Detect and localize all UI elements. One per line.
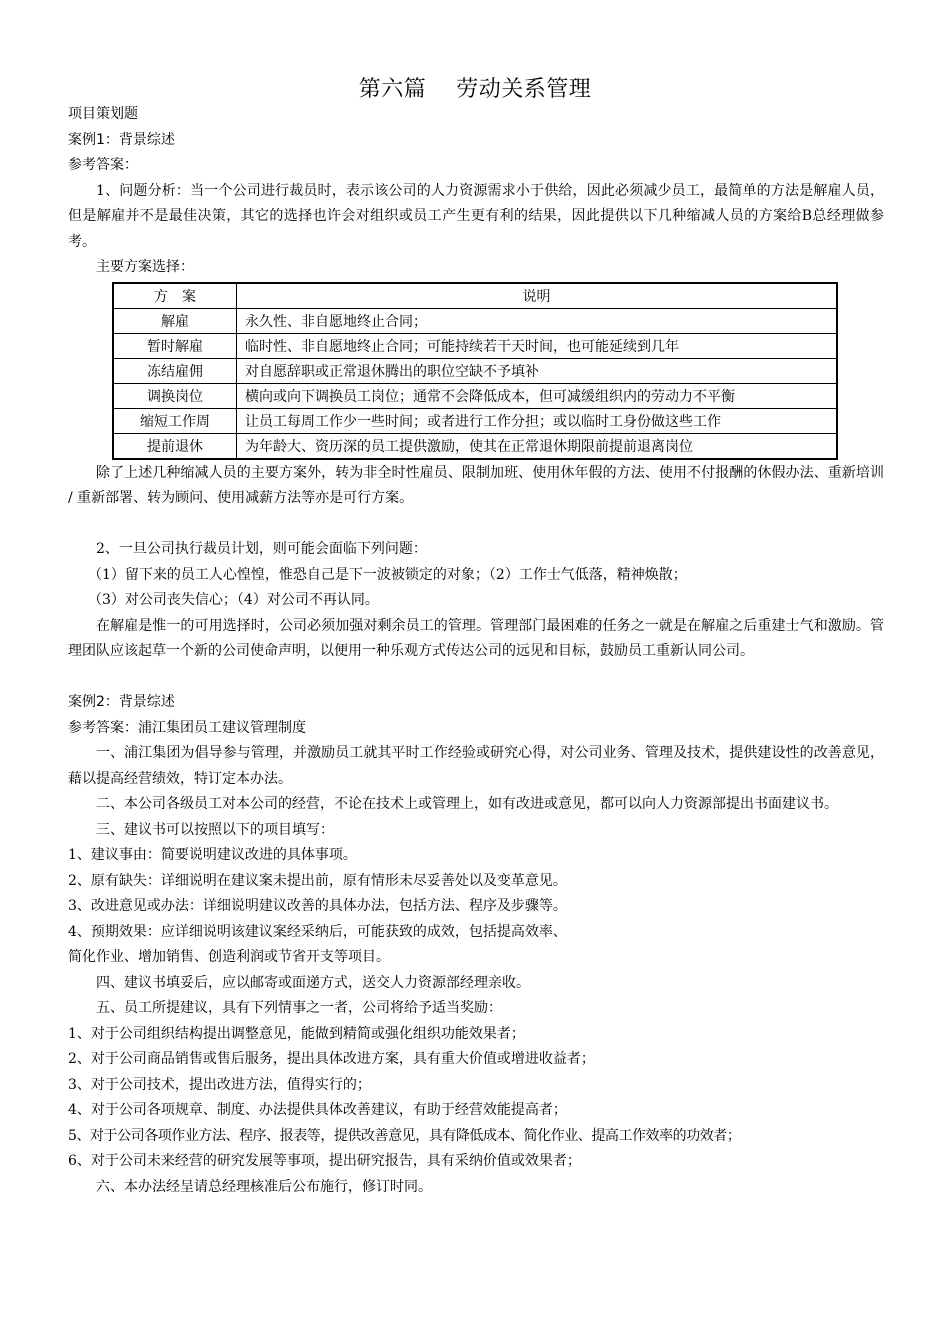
table-header-row	[113, 283, 837, 309]
case2-item: 一、浦江集团为倡导参与管理，并激励员工就其平时工作经验或研究心得，对公司业务、管理及技术，提供建设性的改善意见，藉以提高经营绩效，特订定本办法。	[68, 745, 884, 787]
case2-item: 6、对于公司未来经营的研究发展等事项，提出研究报告，具有采纳价值或效果者；	[68, 1153, 581, 1169]
case1-heading: 案例1：背景综述	[68, 131, 175, 148]
table-row	[113, 433, 837, 459]
table-cell-plan: 缩短工作周	[113, 408, 237, 433]
table-row	[113, 333, 837, 358]
case2-item: 3、改进意见或办法：详细说明建议改善的具体办法，包括方法、程序及步骤等。	[68, 898, 567, 914]
case2-item: 4、预期效果：应详细说明该建议案经采纳后，可能获致的成效，包括提高效率、	[68, 923, 567, 940]
spacer	[68, 665, 884, 691]
table-row	[113, 358, 837, 383]
case1-problems-line-1: （1）留下来的员工人心惶惶，惟恐自己是下一波被锁定的对象；（2）工作士气低落，精神焕散；	[88, 566, 687, 583]
table-header-cell: 说明	[237, 283, 838, 309]
case2-item: 六、本办法经呈请总经理核准后公布施行，修订时同。	[96, 1178, 432, 1195]
table-cell-desc: 临时性、非自愿地终止合同；可能持续若干天时间，也可能延续到几年	[237, 333, 838, 358]
case1-paragraph-analysis: 1、问题分析：当一个公司进行裁员时，表示该公司的人力资源需求小于供给，因此必须减少员工，最简单的方法是解雇人员，但是解雇并不是最佳决策，其它的选择也许会对组织或员工产生更有利的结果，因此提供以下几种缩减人员的方案给B总经理做参考。	[68, 182, 884, 250]
spacer	[68, 512, 884, 538]
case2-item: 2、原有缺失：详细说明在建议案未提出前，原有情形未尽妥善处以及变革意见。	[68, 872, 567, 889]
case2-item: 1、建议事由：简要说明建议改进的具体事项。	[68, 847, 357, 863]
case1-problems-line-2: （3）对公司丧失信心；（4）对公司不再认同。	[88, 592, 379, 608]
table-cell-desc: 让员工每周工作少一些时间；或者进行工作分担；或以临时工身份做这些工作	[237, 408, 838, 433]
case2-answer-label: 参考答案：	[68, 719, 138, 736]
case2-item: 3、对于公司技术，提出改进方法，值得实行的；	[68, 1076, 371, 1093]
case1-table-intro: 主要方案选择：	[96, 259, 194, 275]
table-row	[113, 408, 837, 433]
table-cell-desc: 为年龄大、资历深的员工提供激励，使其在正常退休期限前提前退离岗位	[237, 433, 838, 459]
table-cell-desc: 横向或向下调换员工岗位；通常不会降低成本，但可减缓组织内的劳动力不平衡	[237, 383, 838, 408]
plan-table	[112, 282, 838, 460]
page-title: 第六篇 劳动关系管理	[358, 77, 592, 102]
case1-paragraph-problems: 2、一旦公司执行裁员计划，则可能会面临下列问题：	[96, 541, 427, 557]
case2-item: 三、建议书可以按照以下的项目填写：	[96, 821, 334, 838]
case2-item: 4、对于公司各项规章、制度、办法提供具体改善建议，有助于经营效能提高者；	[68, 1102, 567, 1118]
table-header-cell: 方 案	[113, 283, 237, 309]
table-cell-plan: 解雇	[113, 308, 237, 333]
case1-paragraph-management: 在解雇是惟一的可用选择时，公司必须加强对剩余员工的管理。管理部门最困难的任务之一就是在解雇之后重建士气和激励。管理团队应该起草一个新的公司使命声明，以便用一种乐观方式传达公司的远见和目标，鼓励员工重新认同公司。	[68, 617, 884, 659]
table-cell-desc: 永久性、非自愿地终止合同；	[237, 308, 838, 333]
case2-item: 5、对于公司各项作业方法、程序、报表等，提供改善意见，具有降低成本、简化作业、提高工作效率的功效者；	[68, 1127, 741, 1144]
table-row	[113, 308, 837, 333]
case2-answer-title: 浦江集团员工建议管理制度	[138, 719, 306, 736]
case2-item: 二、本公司各级员工对本公司的经营，不论在技术上或管理上，如有改进或意见，都可以向人力资源部提出书面建议书。	[96, 796, 838, 812]
case2-heading: 案例2：背景综述	[68, 694, 175, 710]
section-heading: 项目策划题	[68, 106, 138, 122]
case2-answer-line	[68, 716, 884, 742]
case2-item: 2、对于公司商品销售或售后服务，提出具体改进方案，具有重大价值或增进收益者；	[68, 1051, 595, 1067]
case1-answer-label: 参考答案：	[68, 157, 138, 173]
case2-item: 1、对于公司组织结构提出调整意见，能做到精简或强化组织功能效果者；	[68, 1025, 525, 1042]
case2-item: 简化作业、增加销售、创造利润或节省开支等项目。	[68, 949, 390, 965]
table-row	[113, 383, 837, 408]
case1-paragraph-alternatives: 除了上述几种缩减人员的主要方案外，转为非全时性雇员、限制加班、使用休年假的方法、使用不付报酬的休假办法、重新培训 / 重新部署、转为顾问、使用减薪方法等亦是可行方案。	[68, 464, 884, 506]
document-body	[68, 102, 884, 1200]
table-cell-plan: 提前退休	[113, 433, 237, 459]
case2-item: 五、员工所提建议，具有下列情事之一者，公司将给予适当奖励：	[96, 1000, 502, 1016]
case2-item: 四、建议书填妥后，应以邮寄或面递方式，送交人力资源部经理亲收。	[96, 974, 530, 991]
table-cell-plan: 暂时解雇	[113, 333, 237, 358]
table-cell-plan: 调换岗位	[113, 383, 237, 408]
table-cell-plan: 冻结雇佣	[113, 358, 237, 383]
table-cell-desc: 对自愿辞职或正常退休腾出的职位空缺不予填补	[237, 358, 838, 383]
